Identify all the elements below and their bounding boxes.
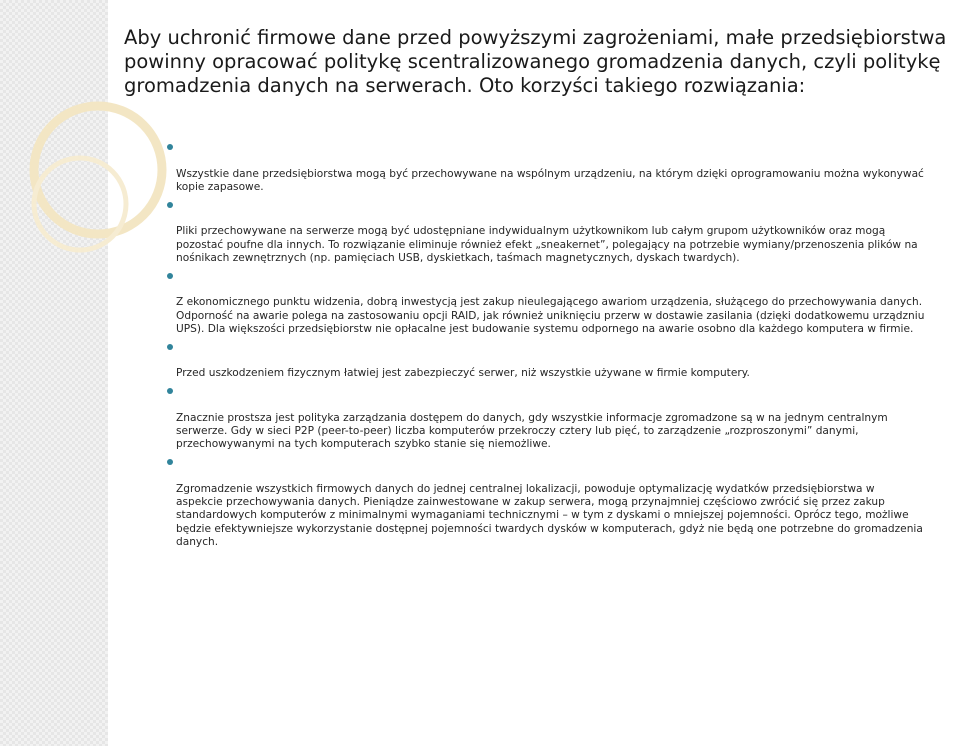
list-item-text: Pliki przechowywane na serwerze mogą być udostępniane indywidualnym użytkownikom lub całym grupom użytkowników oraz mogą pozostać poufne dla innych. To rozwiązanie eliminuje również efekt „sneakernet”, polegający na potrzebie wymiany/przenoszenia plików na nośnikach zewnętrznych (np. pamięciach USB, dyskietkach, taśmach magnetycznych, dyskach twardych).	[176, 225, 918, 264]
list-item	[167, 385, 960, 451]
bullet-dot-icon	[167, 202, 173, 208]
outer-ring	[34, 106, 162, 234]
list-item	[167, 456, 960, 549]
list-item-text: Zgromadzenie wszystkich firmowych danych do jednej centralnej lokalizacji, powoduje optymalizację wydatków przedsiębiorstwa w aspekcie przechowywania danych. Pieniądze zainwestowane w zakup serwera, mogą przynajmniej częściowo zwrócić się przez zakup standardowych komputerów z minimalnymi wymaganiami technicznymi – w tym z dyskami o mniejszej pojemności. Oprócz tego, możliwe będzie efektywniejsze wykorzystanie dostępnej pojemności twardych dysków w komputerach, gdyż nie będą one potrzebne do gromadzenia danych.	[176, 482, 923, 548]
bullet-dot-icon	[167, 144, 173, 150]
list-item	[167, 270, 960, 336]
bullet-dot-icon	[167, 459, 173, 465]
list-item-text: Wszystkie dane przedsiębiorstwa mogą być przechowywane na wspólnym urządzeniu, na którym dzięki oprogramowaniu można wykonywać kopie zapasowe.	[176, 167, 924, 193]
list-item	[167, 341, 960, 381]
list-item	[167, 199, 960, 265]
benefits-list	[167, 141, 960, 554]
list-item-text: Znacznie prostsza jest polityka zarządzania dostępem do danych, gdy wszystkie informacje zgromadzone są w na jednym centralnym serwerze. Gdy w sieci P2P (peer-to-peer) liczba komputerów przekroczy cztery lub pięć, to zarządzenie „rozproszonymi” danymi, przechowywanymi na tych komputerach szybko stanie się niemożliwe.	[176, 411, 888, 451]
bullet-dot-icon	[167, 344, 173, 350]
slide-title: Aby uchronić firmowe dane przed powyższymi zagrożeniami, małe przedsiębiorstwa powinny opracować politykę scentralizowanego gromadzenia danych, czyli politykę gromadzenia danych na serwerach. Oto korzyści takiego rozwiązania:	[124, 26, 947, 97]
list-item	[167, 141, 960, 194]
list-item-text: Z ekonomicznego punktu widzenia, dobrą inwestycją jest zakup nieulegającego awariom urządzenia, służącego do przechowywania danych. Odporność na awarie polega na zastosowaniu opcji RAID, jak również uniknięciu przerw w dostawie zasilania (dzięki dodatkowemu urządzniu UPS). Dla większości przedsiębiorstw nie opłacalne jest budowanie systemu odpornego na awarie osobno dla każdego komputera w firmie.	[176, 296, 925, 335]
list-item-text: Przed uszkodzeniem fizycznym łatwiej jest zabezpieczyć serwer, niż wszystkie używane w firmie komputery.	[176, 367, 750, 380]
bullet-dot-icon	[167, 273, 173, 279]
bullet-dot-icon	[167, 388, 173, 394]
